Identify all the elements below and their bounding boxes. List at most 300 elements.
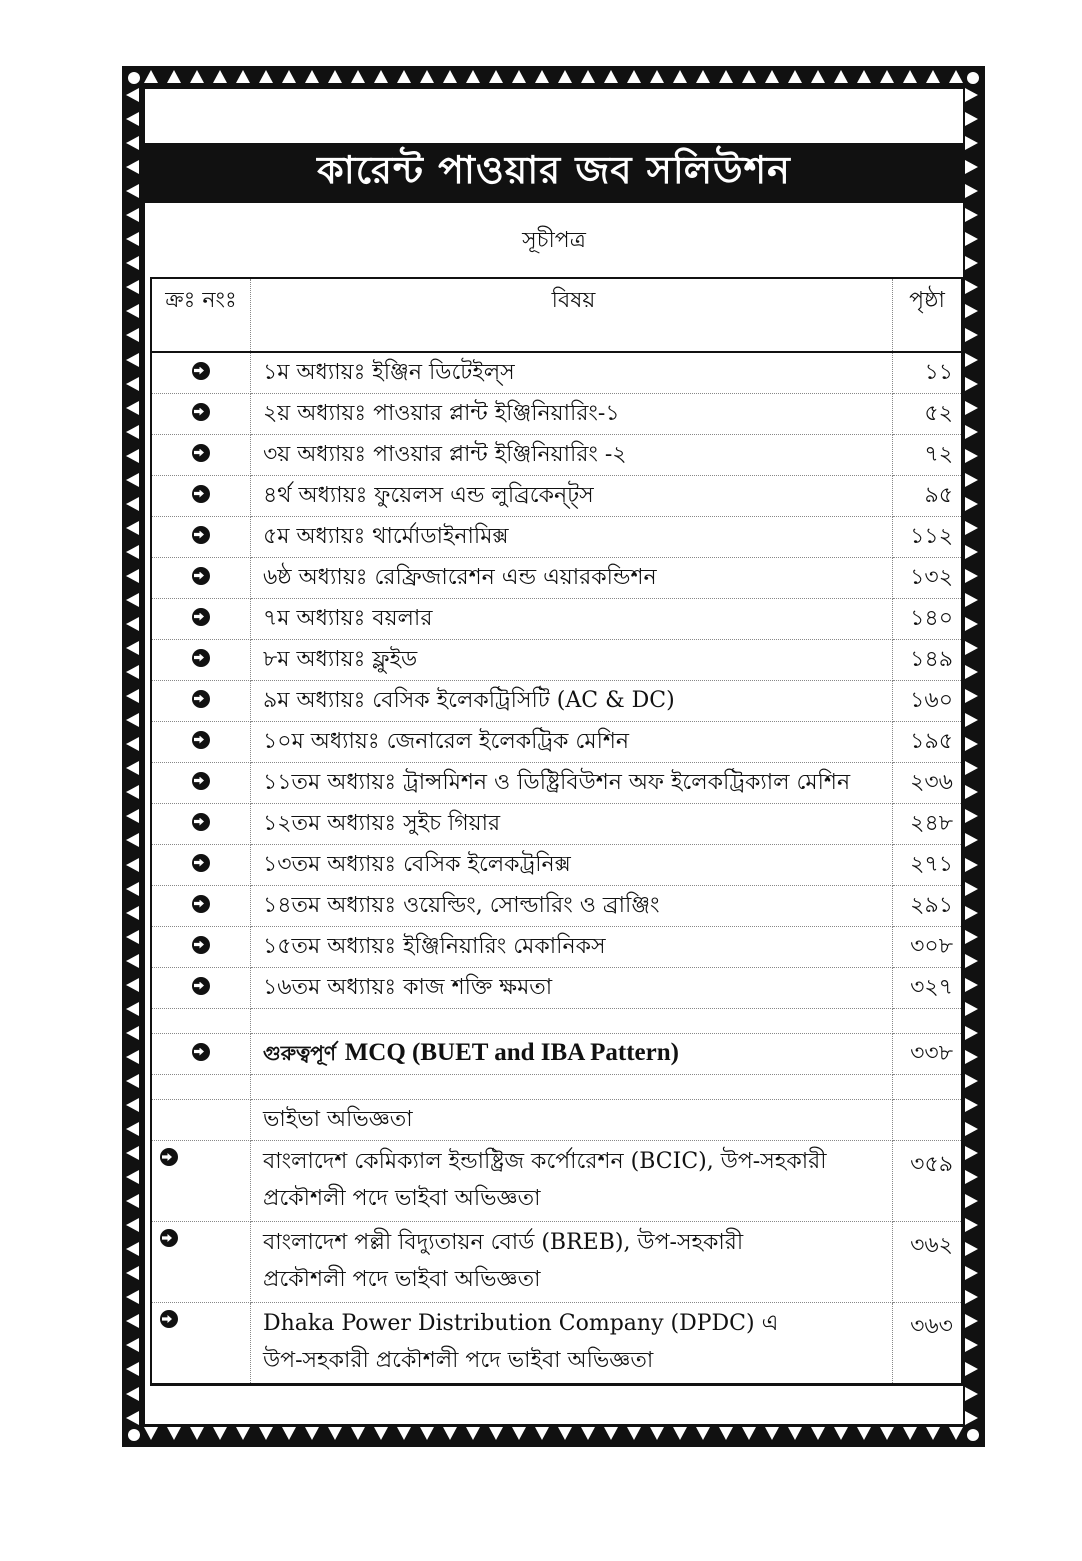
border-triangle-icon <box>126 473 139 487</box>
viva-heading-row <box>151 1100 962 1141</box>
document-title-bar <box>145 143 963 203</box>
border-triangle-icon <box>351 1427 365 1440</box>
border-triangle-icon <box>126 256 139 270</box>
border-triangle-icon <box>811 1427 825 1440</box>
toc-row[interactable] <box>151 845 962 886</box>
viva-title-line2: প্রকৌশলী পদে ভাইবা অভিজ্ঞতা <box>263 1186 541 1211</box>
bullet-cell <box>151 968 251 1009</box>
border-top-triangles <box>144 70 963 86</box>
border-triangle-icon <box>259 1427 273 1440</box>
arrow-circle-icon <box>192 649 210 667</box>
border-triangle-icon <box>965 1026 978 1040</box>
border-triangle-icon <box>965 136 978 150</box>
header-serial: ক্রঃ নংঃ <box>151 278 251 352</box>
border-triangle-icon <box>965 521 978 535</box>
toc-row[interactable] <box>151 640 962 681</box>
bullet-cell <box>151 722 251 763</box>
border-triangle-icon <box>443 70 457 83</box>
bullet-cell <box>151 1141 251 1222</box>
bullet-cell <box>151 640 251 681</box>
arrow-circle-icon <box>192 485 210 503</box>
border-triangle-icon <box>965 1122 978 1136</box>
arrow-circle-icon <box>192 690 210 708</box>
border-triangle-icon <box>765 1427 779 1440</box>
page-number: ৩৬২ <box>893 1222 963 1303</box>
border-triangle-icon <box>126 1362 139 1376</box>
border-triangle-icon <box>965 809 978 823</box>
border-triangle-icon <box>126 88 139 102</box>
page-number: ১৯৫ <box>893 722 963 763</box>
spacer-row <box>151 1009 962 1034</box>
border-triangle-icon <box>126 593 139 607</box>
arrow-circle-icon <box>192 772 210 790</box>
border-triangle-icon <box>965 328 978 342</box>
border-triangle-icon <box>965 1098 978 1112</box>
border-triangle-icon <box>627 70 641 83</box>
border-triangle-icon <box>965 1242 978 1256</box>
border-triangle-icon <box>126 1194 139 1208</box>
border-triangle-icon <box>719 1427 733 1440</box>
border-triangle-icon <box>811 70 825 83</box>
border-right-triangles <box>965 88 981 1425</box>
border-triangle-icon <box>190 70 204 83</box>
border-triangle-icon <box>965 1362 978 1376</box>
border-triangle-icon <box>397 70 411 83</box>
border-triangle-icon <box>965 858 978 872</box>
border-triangle-icon <box>627 1427 641 1440</box>
border-triangle-icon <box>420 1427 434 1440</box>
page-number: ১৩২ <box>893 558 963 599</box>
border-triangle-icon <box>965 1387 978 1401</box>
page-number: ৩০৮ <box>893 927 963 968</box>
bullet-cell <box>151 804 251 845</box>
border-triangle-icon <box>788 70 802 83</box>
border-triangle-icon <box>126 1122 139 1136</box>
border-triangle-icon <box>236 70 250 83</box>
border-triangle-icon <box>126 569 139 583</box>
arrow-circle-icon <box>192 813 210 831</box>
viva-row[interactable] <box>151 1222 962 1303</box>
border-triangle-icon <box>965 1411 978 1425</box>
border-triangle-icon <box>126 1170 139 1184</box>
border-triangle-icon <box>965 256 978 270</box>
border-triangle-icon <box>965 401 978 415</box>
border-triangle-icon <box>673 1427 687 1440</box>
toc-row[interactable] <box>151 968 962 1009</box>
arrow-circle-icon <box>192 895 210 913</box>
border-triangle-icon <box>126 809 139 823</box>
border-triangle-icon <box>126 280 139 294</box>
bullet-cell <box>151 394 251 435</box>
border-triangle-icon <box>788 1427 802 1440</box>
corner-dot-icon <box>128 72 140 84</box>
border-triangle-icon <box>328 70 342 83</box>
border-triangle-icon <box>397 1427 411 1440</box>
page-number: ১৪৯ <box>893 640 963 681</box>
bullet-cell <box>151 681 251 722</box>
border-triangle-icon <box>305 1427 319 1440</box>
viva-title-line1: বাংলাদেশ পল্লী বিদ্যুতায়ন বোর্ড (BREB), উপ-সহকারী <box>263 1230 744 1255</box>
chapter-title[interactable]: ১১তম অধ্যায়ঃ ট্রান্সমিশন ও ডিষ্ট্রিবিউশন অফ ইলেকট্রিক্যাল মেশিন <box>251 763 893 804</box>
border-triangle-icon <box>126 521 139 535</box>
border-bottom-triangles <box>144 1427 963 1443</box>
mcq-title[interactable] <box>251 1034 893 1075</box>
border-triangle-icon <box>965 112 978 126</box>
chapter-title[interactable]: ৭ম অধ্যায়ঃ বয়লার <box>251 599 893 640</box>
border-triangle-icon <box>126 954 139 968</box>
border-triangle-icon <box>126 1098 139 1112</box>
viva-title-line2: প্রকৌশলী পদে ভাইবা অভিজ্ঞতা <box>263 1267 541 1292</box>
border-triangle-icon <box>126 930 139 944</box>
toc-row[interactable] <box>151 722 962 763</box>
border-triangle-icon <box>126 184 139 198</box>
toc-row[interactable] <box>151 681 962 722</box>
border-triangle-icon <box>965 353 978 367</box>
table-of-contents-heading: সূচীপত্র <box>522 228 586 253</box>
page-number: ২৭১ <box>893 845 963 886</box>
border-triangle-icon <box>903 1427 917 1440</box>
border-triangle-icon <box>742 70 756 83</box>
border-triangle-icon <box>126 665 139 679</box>
border-triangle-icon <box>126 689 139 703</box>
page-number: ৩৩৮ <box>893 1034 963 1075</box>
border-triangle-icon <box>126 1242 139 1256</box>
border-triangle-icon <box>965 930 978 944</box>
border-triangle-icon <box>126 208 139 222</box>
border-triangle-icon <box>965 737 978 751</box>
toc-row[interactable] <box>151 886 962 927</box>
toc-row[interactable] <box>151 517 962 558</box>
border-triangle-icon <box>558 1427 572 1440</box>
page-number: ১৬০ <box>893 681 963 722</box>
border-triangle-icon <box>903 70 917 83</box>
viva-title[interactable] <box>251 1141 893 1222</box>
border-triangle-icon <box>535 1427 549 1440</box>
arrow-circle-icon <box>192 977 210 995</box>
border-triangle-icon <box>581 70 595 83</box>
border-triangle-icon <box>126 1074 139 1088</box>
chapter-title[interactable]: ৩য় অধ্যায়ঃ পাওয়ার প্লান্ট ইঞ্জিনিয়ারিং -২ <box>251 435 893 476</box>
border-triangle-icon <box>126 617 139 631</box>
bullet-cell <box>151 1034 251 1075</box>
border-triangle-icon <box>126 1266 139 1280</box>
border-triangle-icon <box>696 70 710 83</box>
border-triangle-icon <box>965 304 978 318</box>
border-triangle-icon <box>857 70 871 83</box>
arrow-circle-icon <box>192 403 210 421</box>
border-triangle-icon <box>581 1427 595 1440</box>
border-triangle-icon <box>259 70 273 83</box>
border-triangle-icon <box>489 1427 503 1440</box>
border-triangle-icon <box>374 70 388 83</box>
table-header-row <box>151 278 962 352</box>
toc-row[interactable] <box>151 927 962 968</box>
page-number: ১১ <box>893 352 963 394</box>
border-triangle-icon <box>126 545 139 559</box>
border-triangle-icon <box>126 833 139 847</box>
viva-heading: ভাইভা অভিজ্ঞতা <box>251 1100 893 1141</box>
border-left-triangles <box>126 88 142 1425</box>
border-triangle-icon <box>167 1427 181 1440</box>
chapter-title[interactable]: ১৫তম অধ্যায়ঃ ইঞ্জিনিয়ারিং মেকানিকস <box>251 927 893 968</box>
border-triangle-icon <box>126 882 139 896</box>
bullet-cell <box>151 517 251 558</box>
border-triangle-icon <box>126 328 139 342</box>
arrow-circle-icon <box>160 1310 178 1328</box>
mcq-title-en: MCQ (BUET and IBA Pattern) <box>344 1038 679 1066</box>
border-triangle-icon <box>126 304 139 318</box>
arrow-circle-icon <box>160 1229 178 1247</box>
border-triangle-icon <box>965 1338 978 1352</box>
border-triangle-icon <box>443 1427 457 1440</box>
page-content <box>145 89 963 1424</box>
border-triangle-icon <box>282 1427 296 1440</box>
mcq-title-bn: গুরুত্বপূর্ণ <box>263 1040 336 1065</box>
border-triangle-icon <box>965 641 978 655</box>
border-triangle-icon <box>965 1290 978 1304</box>
border-triangle-icon <box>558 70 572 83</box>
border-triangle-icon <box>535 70 549 83</box>
page-number: ৫২ <box>893 394 963 435</box>
chapter-title[interactable]: ১৩তম অধ্যায়ঃ বেসিক ইলেকট্রনিক্স <box>251 845 893 886</box>
toc-row[interactable] <box>151 435 962 476</box>
border-triangle-icon <box>126 737 139 751</box>
chapter-title[interactable]: ১০ম অধ্যায়ঃ জেনারেল ইলেকট্রিক মেশিন <box>251 722 893 763</box>
border-triangle-icon <box>965 184 978 198</box>
border-triangle-icon <box>126 401 139 415</box>
border-triangle-icon <box>965 1218 978 1232</box>
border-triangle-icon <box>965 1146 978 1160</box>
border-triangle-icon <box>126 136 139 150</box>
page-number: ১১২ <box>893 517 963 558</box>
border-triangle-icon <box>965 689 978 703</box>
page-number: ৭২ <box>893 435 963 476</box>
border-triangle-icon <box>351 70 365 83</box>
bullet-cell <box>151 435 251 476</box>
arrow-circle-icon <box>192 444 210 462</box>
page-number: ৯৫ <box>893 476 963 517</box>
page-number: ১৪০ <box>893 599 963 640</box>
border-triangle-icon <box>965 473 978 487</box>
border-triangle-icon <box>965 449 978 463</box>
toc-row-mcq[interactable] <box>151 1034 962 1075</box>
border-triangle-icon <box>466 1427 480 1440</box>
border-triangle-icon <box>489 70 503 83</box>
page-number: ২৩৬ <box>893 763 963 804</box>
border-triangle-icon <box>126 1026 139 1040</box>
toc-row[interactable] <box>151 394 962 435</box>
viva-title-line1: বাংলাদেশ কেমিক্যাল ইন্ডাষ্ট্রিজ কর্পোরেশন (BCIC), উপ-সহকারী <box>263 1149 827 1174</box>
border-triangle-icon <box>965 1074 978 1088</box>
border-triangle-icon <box>126 761 139 775</box>
arrow-circle-icon <box>192 731 210 749</box>
chapter-title[interactable]: ৯ম অধ্যায়ঃ বেসিক ইলেকট্রিসিটি (AC & DC) <box>251 681 893 722</box>
border-triangle-icon <box>328 1427 342 1440</box>
page-number: ২৯১ <box>893 886 963 927</box>
border-triangle-icon <box>965 593 978 607</box>
border-triangle-icon <box>126 112 139 126</box>
border-triangle-icon <box>965 1002 978 1016</box>
document-title: কারেন্ট পাওয়ার জব সলিউশন <box>317 147 791 192</box>
spacer-row <box>151 1075 962 1100</box>
border-triangle-icon <box>650 70 664 83</box>
border-triangle-icon <box>126 232 139 246</box>
border-triangle-icon <box>190 1427 204 1440</box>
bullet-cell <box>151 599 251 640</box>
border-triangle-icon <box>126 785 139 799</box>
border-triangle-icon <box>126 1050 139 1064</box>
page-number: ২৪৮ <box>893 804 963 845</box>
corner-dot-icon <box>967 1429 979 1441</box>
border-triangle-icon <box>213 1427 227 1440</box>
toc-row[interactable] <box>151 599 962 640</box>
border-triangle-icon <box>604 1427 618 1440</box>
toc-row[interactable] <box>151 352 962 394</box>
chapter-title[interactable]: ১৬তম অধ্যায়ঃ কাজ শক্তি ক্ষমতা <box>251 968 893 1009</box>
border-triangle-icon <box>126 497 139 511</box>
toc-row[interactable] <box>151 763 962 804</box>
border-triangle-icon <box>126 1218 139 1232</box>
chapter-title[interactable]: ৫ম অধ্যায়ঃ থার্মোডাইনামিক্স <box>251 517 893 558</box>
border-triangle-icon <box>126 1290 139 1304</box>
border-triangle-icon <box>965 208 978 222</box>
border-triangle-icon <box>965 569 978 583</box>
bullet-cell <box>151 352 251 394</box>
chapter-title[interactable]: ৬ষ্ঠ অধ্যায়ঃ রেফ্রিজারেশন এন্ড এয়ারকন্ডিশন <box>251 558 893 599</box>
border-triangle-icon <box>213 70 227 83</box>
border-triangle-icon <box>144 1427 158 1440</box>
bullet-cell <box>151 476 251 517</box>
border-triangle-icon <box>965 785 978 799</box>
border-triangle-icon <box>126 160 139 174</box>
border-triangle-icon <box>857 1427 871 1440</box>
border-triangle-icon <box>949 70 963 83</box>
border-triangle-icon <box>126 713 139 727</box>
border-triangle-icon <box>374 1427 388 1440</box>
border-triangle-icon <box>126 1002 139 1016</box>
border-triangle-icon <box>126 425 139 439</box>
chapter-title[interactable]: ১৪তম অধ্যায়ঃ ওয়েল্ডিং, সোল্ডারিং ও ব্রাঞ্জিং <box>251 886 893 927</box>
border-triangle-icon <box>144 70 158 83</box>
border-triangle-icon <box>604 70 618 83</box>
bullet-cell <box>151 558 251 599</box>
border-triangle-icon <box>965 713 978 727</box>
toc-row[interactable] <box>151 558 962 599</box>
border-triangle-icon <box>965 160 978 174</box>
border-triangle-icon <box>926 70 940 83</box>
border-triangle-icon <box>126 906 139 920</box>
border-triangle-icon <box>126 858 139 872</box>
header-page: পৃষ্ঠা <box>893 278 963 352</box>
border-triangle-icon <box>965 761 978 775</box>
border-triangle-icon <box>965 1170 978 1184</box>
toc-row[interactable] <box>151 804 962 845</box>
bullet-cell <box>151 886 251 927</box>
border-triangle-icon <box>126 641 139 655</box>
page-number: ৩২৭ <box>893 968 963 1009</box>
table-of-contents <box>150 277 963 1386</box>
border-triangle-icon <box>965 617 978 631</box>
chapter-title[interactable]: ১২তম অধ্যায়ঃ সুইচ গিয়ার <box>251 804 893 845</box>
border-triangle-icon <box>126 1314 139 1328</box>
viva-title-line2: উপ-সহকারী প্রকৌশলী পদে ভাইবা অভিজ্ঞতা <box>263 1348 654 1373</box>
corner-dot-icon <box>967 72 979 84</box>
viva-row[interactable] <box>151 1303 962 1385</box>
arrow-circle-icon <box>192 1043 210 1061</box>
border-triangle-icon <box>965 280 978 294</box>
arrow-circle-icon <box>192 526 210 544</box>
header-subject: বিষয় <box>251 278 893 352</box>
chapter-title[interactable]: ৮ম অধ্যায়ঃ ফ্লুইড <box>251 640 893 681</box>
arrow-circle-icon <box>192 362 210 380</box>
page-number: ৩৫৯ <box>893 1141 963 1222</box>
arrow-circle-icon <box>160 1148 178 1166</box>
bullet-cell <box>151 763 251 804</box>
bullet-cell <box>151 845 251 886</box>
border-triangle-icon <box>126 449 139 463</box>
border-triangle-icon <box>965 1266 978 1280</box>
border-triangle-icon <box>965 978 978 992</box>
border-triangle-icon <box>650 1427 664 1440</box>
border-triangle-icon <box>965 833 978 847</box>
border-triangle-icon <box>236 1427 250 1440</box>
border-triangle-icon <box>965 88 978 102</box>
chapter-title[interactable]: ৪র্থ অধ্যায়ঃ ফুয়েলস এন্ড লুব্রিকেন্ট্‌স <box>251 476 893 517</box>
border-triangle-icon <box>765 70 779 83</box>
border-triangle-icon <box>965 1050 978 1064</box>
border-triangle-icon <box>965 882 978 896</box>
border-triangle-icon <box>965 497 978 511</box>
border-triangle-icon <box>282 70 296 83</box>
border-triangle-icon <box>965 665 978 679</box>
border-triangle-icon <box>719 70 733 83</box>
border-triangle-icon <box>126 1338 139 1352</box>
border-triangle-icon <box>965 545 978 559</box>
border-triangle-icon <box>834 1427 848 1440</box>
border-triangle-icon <box>834 70 848 83</box>
toc-row[interactable] <box>151 476 962 517</box>
border-triangle-icon <box>965 1194 978 1208</box>
border-triangle-icon <box>965 954 978 968</box>
border-triangle-icon <box>965 906 978 920</box>
border-triangle-icon <box>126 1387 139 1401</box>
border-triangle-icon <box>466 70 480 83</box>
chapter-title[interactable]: ২য় অধ্যায়ঃ পাওয়ার প্লান্ট ইঞ্জিনিয়ারিং-১ <box>251 394 893 435</box>
border-triangle-icon <box>126 377 139 391</box>
border-triangle-icon <box>126 1146 139 1160</box>
bullet-cell <box>151 1303 251 1385</box>
border-triangle-icon <box>742 1427 756 1440</box>
viva-title[interactable] <box>251 1303 893 1385</box>
border-triangle-icon <box>965 377 978 391</box>
border-triangle-icon <box>926 1427 940 1440</box>
chapter-title[interactable]: ১ম অধ্যায়ঃ ইঞ্জিন ডিটেইল্‌স <box>251 352 893 394</box>
border-triangle-icon <box>305 70 319 83</box>
border-triangle-icon <box>696 1427 710 1440</box>
border-triangle-icon <box>965 425 978 439</box>
border-triangle-icon <box>965 232 978 246</box>
page-number: ৩৬৩ <box>893 1303 963 1385</box>
border-triangle-icon <box>420 70 434 83</box>
border-triangle-icon <box>673 70 687 83</box>
bullet-cell <box>151 927 251 968</box>
viva-row[interactable] <box>151 1141 962 1222</box>
border-triangle-icon <box>965 1314 978 1328</box>
bullet-cell <box>151 1222 251 1303</box>
viva-title[interactable] <box>251 1222 893 1303</box>
arrow-circle-icon <box>192 936 210 954</box>
corner-dot-icon <box>128 1429 140 1441</box>
